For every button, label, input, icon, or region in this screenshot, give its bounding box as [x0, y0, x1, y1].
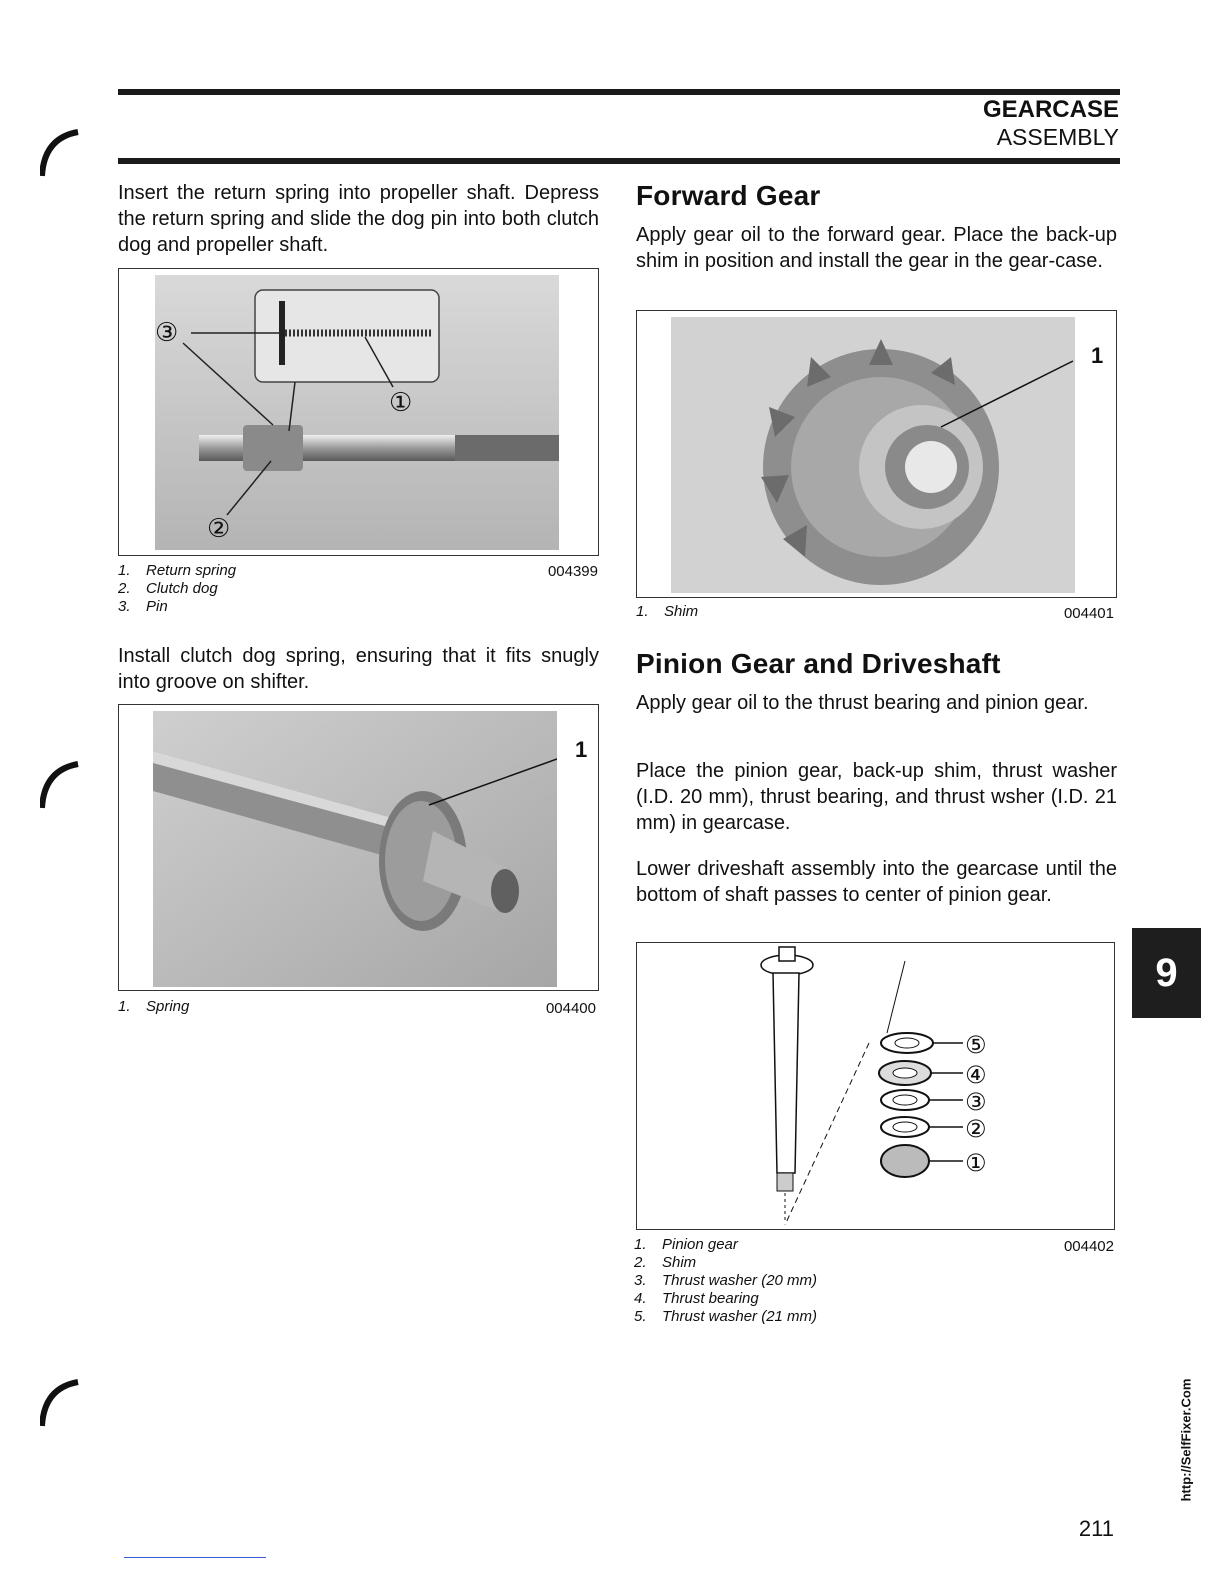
binder-hole-mark: [40, 760, 80, 810]
figure-caption-list: [118, 998, 418, 1016]
figure-pinion-diagram: [636, 942, 1115, 1230]
figure-caption-list: [118, 562, 418, 616]
section-subtitle: ASSEMBLY: [996, 124, 1119, 150]
callout-1: 1: [1091, 343, 1104, 368]
instruction-paragraph: Install clutch dog spring, ensuring that it fits snugly into groove on shifter.: [118, 645, 599, 693]
figure-caption-list: [634, 1236, 954, 1326]
figure-number: 004402: [1063, 1238, 1114, 1255]
caption-item: 3. Thrust washer (20 mm): [634, 1272, 818, 1289]
binder-hole-mark: [40, 128, 80, 178]
callout-3: ③: [155, 317, 179, 347]
callout-4: ④: [965, 1062, 987, 1089]
callout-2: ②: [965, 1116, 987, 1143]
photo-forward-gear: [671, 317, 1075, 593]
chapter-tab: 9: [1132, 928, 1201, 1018]
caption-item: 1. Pinion gear: [634, 1236, 738, 1253]
header-rule-bottom: [118, 158, 1120, 164]
caption-item: 1. Return spring: [118, 562, 237, 579]
caption-item: 5. Thrust washer (21 mm): [634, 1308, 818, 1325]
heading-forward-gear: Forward Gear: [636, 180, 821, 211]
diagram-driveshaft: [637, 943, 1113, 1228]
header-rule-top: [118, 89, 1120, 95]
instruction-paragraph: Lower driveshaft assembly into the gearcase until the bottom of shaft passes to center of pinion gear.: [636, 858, 1117, 906]
instruction-paragraph: Apply gear oil to the thrust bearing and pinion gear.: [636, 692, 1089, 714]
figure-forward-gear: [636, 310, 1117, 598]
caption-item: 1. Shim: [636, 603, 699, 620]
figure-clutch-spring: [118, 704, 599, 991]
callout-2: ②: [207, 513, 231, 543]
side-watermark-url: http://SelfFixer.Com: [1178, 1378, 1194, 1502]
figure-caption-list: [636, 603, 936, 621]
figure-return-spring: [118, 268, 599, 556]
instruction-paragraph: Apply gear oil to the forward gear. Place the back-up shim in position and install the gear in the gear-case.: [636, 224, 1117, 272]
figure-number: 004401: [1063, 605, 1114, 622]
caption-item: 2. Clutch dog: [118, 580, 218, 597]
footer-link-underline: [124, 1557, 266, 1558]
callout-1: 1: [575, 737, 588, 762]
binder-hole-mark: [40, 1378, 80, 1428]
figure-number: 004400: [545, 1000, 596, 1017]
callout-3: ③: [965, 1089, 987, 1116]
heading-pinion-gear: Pinion Gear and Driveshaft: [636, 648, 1001, 679]
callout-1: ①: [965, 1150, 987, 1177]
photo-shifter: [153, 711, 557, 987]
caption-item: 2. Shim: [634, 1254, 697, 1271]
caption-item: 4. Thrust bearing: [634, 1290, 759, 1307]
callout-5: ⑤: [965, 1032, 987, 1059]
figure-number: 004399: [547, 563, 598, 580]
instruction-paragraph: Place the pinion gear, back-up shim, thrust washer (I.D. 20 mm), thrust bearing, and thrust wsher (I.D. 21 mm) in gearcase.: [636, 760, 1117, 834]
instruction-paragraph: Insert the return spring into propeller shaft. Depress the return spring and slide the dog pin into both clutch dog and propeller shaft.: [118, 182, 599, 256]
caption-item: 3. Pin: [118, 598, 168, 615]
section-title: GEARCASE: [982, 96, 1119, 123]
page-number: 211: [1078, 1516, 1114, 1541]
callout-1: ①: [389, 387, 413, 417]
caption-item: 1. Spring: [118, 998, 190, 1015]
photo-propeller-shaft: [155, 275, 559, 550]
